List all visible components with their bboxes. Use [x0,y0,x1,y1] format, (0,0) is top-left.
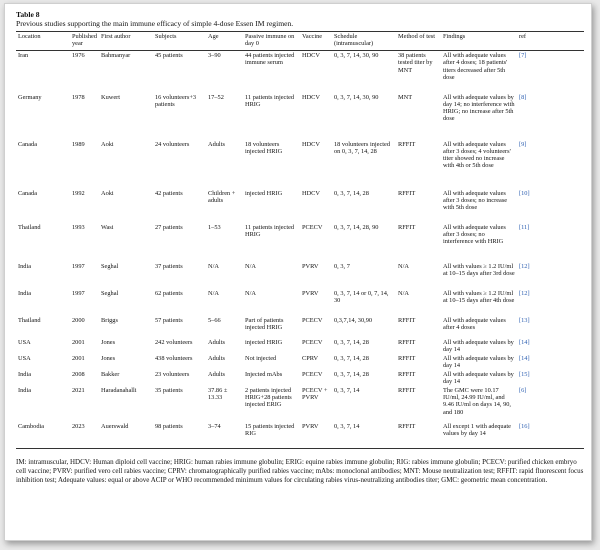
cell-vaccine: PCECV + PVRV [302,386,328,402]
cell-method: RFFIT [398,370,416,378]
header-vaccine: Vaccine [300,32,332,51]
table-row [16,139,584,188]
cell-ref[interactable]: [12] [519,289,530,297]
cell-ref[interactable]: [10] [519,189,530,197]
header-ref: ref [517,32,584,51]
cell-vaccine: PVRV [302,262,319,270]
cell-passive: 2 patients injected HRIG+28 patients injected ERIG [245,386,292,409]
table-row [16,261,584,288]
header-findings: Findings [441,32,517,51]
cell-year: 2001 [72,354,85,362]
cell-findings: All except 1 with adequate values by day 14 [441,421,517,448]
cell-ref[interactable]: [16] [517,421,584,448]
header-author: First author [99,32,153,51]
cell-age: Adults [208,140,225,148]
cell-passive: 11 patients injected HRIG [245,93,295,108]
cell-findings: All with adequate values after 3 doses; no interference with HRIG [443,223,506,246]
cell-vaccine: CPRV [302,354,319,362]
cell-location: India [18,386,32,394]
cell-findings: All with values ≥ 1.2 IU/ml at 10–15 days after 4th dose [443,289,515,304]
cell-schedule: 18 volunteers injected on 0, 3, 7, 14, 28 [334,140,391,155]
cell-method: N/A [398,262,409,270]
cell-year: 1989 [72,140,85,148]
cell-location: Cambodia [16,421,70,448]
cell-age: 5–66 [208,316,221,324]
cell-vaccine: PVRV [302,289,319,297]
cell-subjects: 42 patients [155,189,183,197]
cell-method: RFFIT [398,354,416,362]
header-schedule: Schedule (intramuscular) [332,32,396,51]
cell-findings: All with adequate values after 3 doses; no increase with 5th dose [443,189,508,212]
cell-age: N/A [208,262,219,270]
cell-method: RFFIT [398,140,416,148]
cell-location: Iran [18,52,29,60]
cell-location: Germany [18,93,42,101]
cell-author: Haradanahalli [101,386,137,394]
cell-age: Adults [208,354,225,362]
cell-passive: 44 patients injected immune serum [245,52,295,67]
cell-passive: Injected mAbs [245,370,283,378]
cell-location: USA [18,354,31,362]
header-age: Age [206,32,243,51]
cell-age: Adults [208,370,225,378]
cell-ref[interactable]: [11] [519,223,530,231]
table-footnote: IM: intramuscular, HDCV: Human diploid cell vaccine; HRIG: human rabies immune globulin; ERIG: equine rabies immune globulin; RIG: rabies immune globulin; PCECV: purified chicken embryo cell vaccine; PVRV: purified vero cell rabies vaccine; CPRV: chromatographically purified rabies vaccine; mAbs: monoclonal antibodies; MNT: Mouse neutralization test; RFFIT: rapid fluorescent focus inhibition test; Adequate values: equal or above ACIP or WHO recommended minimum values for circulating rabies virus-neutralizing antibodies titer; GMC: geometric mean concentration. [16,457,584,485]
cell-vaccine: PVRV [300,421,332,448]
cell-schedule: 0,3,7,14, 30,90 [334,316,373,324]
cell-location: India [18,370,32,378]
cell-method: RFFIT [398,386,416,394]
cell-passive: Not injected [245,354,277,362]
cell-method: RFFIT [396,421,441,448]
cell-passive: Part of patients injected HRIG [245,316,284,331]
cell-vaccine: HDCV [302,140,320,148]
cell-subjects: 98 patients [153,421,206,448]
cell-location: Thailand [18,316,41,324]
cell-passive: 18 volunteers injected HRIG [245,140,283,155]
cell-age: Children + adults [208,189,236,204]
cell-ref[interactable]: [6] [519,386,527,394]
cell-vaccine: HDCV [302,93,320,101]
cell-method: MNT [398,93,413,101]
cell-ref[interactable]: [8] [519,93,527,101]
cell-location: Canada [18,140,38,148]
table-row [16,222,584,261]
cell-schedule: 0, 3, 7, 14, 30, 90 [334,52,379,60]
cell-passive: N/A [245,289,256,297]
cell-age: 1–53 [208,223,221,231]
cell-schedule: 0, 3, 7, 14, 28 [334,338,369,346]
cell-age: 3–74 [206,421,243,448]
cell-year: 2021 [72,386,85,394]
cell-year: 1978 [72,93,85,101]
cell-schedule: 0, 3, 7 [334,262,350,270]
cell-author: Briggs [101,316,118,324]
cell-findings: All with adequate values by day 14 [443,354,514,369]
table-row [16,421,584,448]
cell-vaccine: HDCV [302,189,320,197]
table-row [16,353,584,369]
cell-subjects: 45 patients [155,52,183,60]
header-passive-immune: Passive immune on day 0 [243,32,300,51]
cell-findings: All with adequate values after 4 doses [443,316,506,331]
cell-location: India [18,262,32,270]
cell-year: 1993 [72,223,85,231]
cell-ref[interactable]: [7] [519,52,527,60]
cell-author: Aoki [101,189,114,197]
cell-year: 1997 [72,262,85,270]
cell-subjects: 35 patients [155,386,183,394]
cell-method: N/A [398,289,409,297]
cell-location: Canada [18,189,38,197]
cell-vaccine: PCECV [302,370,323,378]
cell-vaccine: PCECV [302,338,323,346]
cell-location: Thailand [18,223,41,231]
cell-passive: 15 patients injected RIG [243,421,300,448]
cell-author: Bahmanyar [101,52,131,60]
cell-author: Aoki [101,140,114,148]
cell-subjects: 37 patients [155,262,183,270]
table-header-row [16,32,584,51]
table-caption: Previous studies supporting the main immune efficacy of simple 4-dose Essen IM regimen. [16,19,294,28]
cell-ref[interactable]: [9] [519,140,527,148]
cell-year: 2000 [72,316,85,324]
cell-findings: All with adequate values by day 14 [443,370,514,386]
cell-age: Adults [208,338,225,346]
cell-schedule: 0, 3, 7, 14, 28, 90 [334,223,379,231]
cell-passive: injected HRIG [245,189,283,197]
cell-author: Seghal [101,262,119,270]
cell-method: 38 patients tested titer by MNT [398,52,433,74]
cell-location: India [18,289,32,297]
cell-ref[interactable]: [14] [519,354,530,362]
cell-schedule: 0, 3, 7, 14, 28 [334,354,369,362]
cell-findings: All with adequate values by day 14 [443,338,514,353]
table-row [16,369,584,385]
table-row [16,188,584,222]
cell-location: USA [18,338,31,346]
table-row [16,288,584,315]
cell-year: 1976 [72,52,85,60]
cell-passive: N/A [245,262,256,270]
cell-findings: All with values ≥ 1.2 IU/ml at 10–15 days after 3rd dose [443,262,515,277]
cell-ref[interactable]: [14] [519,338,530,346]
cell-method: RFFIT [398,338,416,346]
cell-schedule: 0, 3, 7, 14, 30, 90 [334,93,379,101]
cell-author: Auerswald [99,421,153,448]
cell-subjects: 27 patients [155,223,183,231]
cell-ref[interactable]: [13] [519,316,530,324]
header-year: Published year [70,32,99,51]
table-row [16,385,584,421]
cell-findings: All with adequate values by day 14; no interference with HRIG; no increase after 5th dose [443,93,515,123]
cell-author: Wasi [101,223,114,231]
cell-schedule: 0, 3, 7, 14, 28 [334,370,369,378]
table-row [16,315,584,337]
cell-year: 2023 [70,421,99,448]
cell-ref[interactable]: [12] [519,262,530,270]
document-page [4,3,592,541]
cell-age: N/A [208,289,219,297]
cell-author: Jones [101,354,116,362]
cell-passive: 11 patients injected HRIG [245,223,295,238]
table-row [16,92,584,139]
table-row [16,50,584,92]
cell-subjects: 57 patients [155,316,183,324]
cell-author: Jones [101,338,116,346]
cell-schedule: 0, 3, 7, 14 [332,421,396,448]
cell-subjects: 438 volunteers [155,354,193,362]
cell-year: 2001 [72,338,85,346]
table-number: Table 8 [16,10,40,19]
cell-subjects: 23 volunteers [155,370,190,378]
cell-author: Kuwert [101,93,121,101]
studies-table [16,31,584,449]
table-row [16,337,584,353]
cell-author: Bakker [101,370,120,378]
cell-findings: The GMC were 10.17 IU/ml, 24.99 IU/ml, and 9.46 IU/ml on days 14, 90, and 180 [443,386,512,416]
cell-age: 37.86 ± 13.33 [208,386,228,402]
cell-vaccine: PCECV [302,223,323,231]
cell-method: RFFIT [398,223,416,231]
cell-subjects: 24 volunteers [155,140,190,148]
cell-age: 3–90 [208,52,221,60]
cell-ref[interactable]: [15] [519,370,530,378]
cell-schedule: 0, 3, 7, 14 or 0, 7, 14, 30 [334,289,389,304]
cell-method: RFFIT [398,316,416,324]
cell-year: 1997 [72,289,85,297]
cell-schedule: 0, 3, 7, 14 [334,386,360,394]
cell-year: 1992 [72,189,85,197]
cell-method: RFFIT [398,189,416,197]
cell-subjects: 16 volunteers+3 patients [155,93,197,108]
header-method: Method of test [396,32,441,51]
cell-author: Seghal [101,289,119,297]
cell-year: 2008 [72,370,85,378]
cell-findings: All with adequate values after 4 doses; 18 patients' titers decreased after 5th dose [443,52,508,81]
cell-subjects: 62 patients [155,289,183,297]
header-location: Location [16,32,70,51]
header-subjects: Subjects [153,32,206,51]
cell-vaccine: HDCV [302,52,320,60]
cell-vaccine: PCECV [302,316,323,324]
cell-schedule: 0, 3, 7, 14, 28 [334,189,369,197]
cell-subjects: 242 volunteers [155,338,193,346]
cell-findings: All with adequate values after 3 doses; 4 volunteers' titer showed no increase with 4th or 5th dose [443,140,511,170]
cell-age: 17–52 [208,93,224,101]
cell-passive: injected HRIG [245,338,283,346]
